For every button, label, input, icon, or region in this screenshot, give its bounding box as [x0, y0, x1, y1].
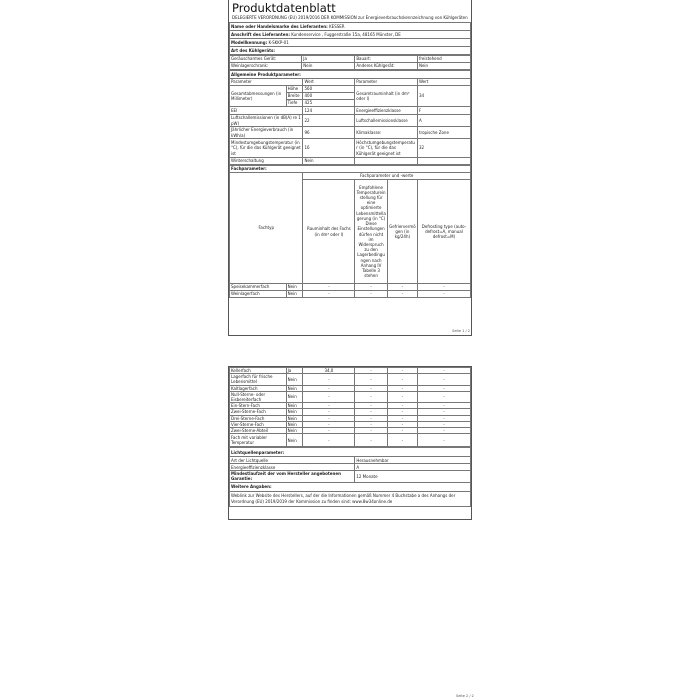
datasheet-page-2 — [228, 366, 472, 520]
dimensions-label: Gesamtabmessungen (in Millimeter) — [230, 86, 287, 107]
general-heading: Allgemeine Produktparameter: — [230, 71, 471, 79]
compartment-row: Vier-Sterne-Fach Nein - - - - — [230, 421, 471, 427]
dimension-row: Gesamtabmessungen (in Millimeter) Höhe 560 Gesamtrauminhalt (in dm³ oder l) 34 — [230, 86, 471, 93]
compartment-row: Zwei-Sterne-Abteil Nein - - - - — [230, 428, 471, 434]
compartment-row: Zwei-Sterne-Fach Nein - - - - — [230, 409, 471, 415]
supplier-brand-row: Name oder Handelsmarke des Lieferanten: KESSER — [230, 23, 471, 31]
compartment-table — [229, 165, 471, 298]
type-table — [229, 55, 471, 70]
compartment-row: Speisekammerfach Nein - - - - — [230, 284, 471, 291]
dimension-row: Tiefe 425 — [230, 100, 471, 107]
general-row: Mindestumgebungstemperatur (in °C), für die das Kühlgerät geeignet ist 16 Höchstumgebungstemperatur (in °C), für die das Kühlgerät geeignet ist 32 — [230, 139, 471, 158]
light-row: Energieeffizienzklasse A — [230, 464, 471, 471]
temperature-header: Empfohlene Temperatureinstellung für eine optimierte Lebensmittellagerung (in °C) Diese Einstellungen dürfen nicht im Widerspruch zu den Lagerbedingungen nach Anhang IV Tabelle 3 stehen — [355, 180, 388, 284]
compartment-row: Ein-Stern-Fach Nein - - - - — [230, 403, 471, 409]
supplier-table — [229, 22, 471, 55]
freezing-header: Gefriervermögen (in kg/24h) — [387, 180, 417, 284]
compartment-row: Kellerfach Ja 34,0 - - - — [230, 368, 471, 374]
defrost-header: Defrosting type (auto-defrost=A, manual defrost=M) — [417, 180, 470, 284]
light-table — [229, 447, 471, 506]
dimension-row: Breite 400 — [230, 93, 471, 100]
type-row: Weinlagerschrank: Nein Anderes Kühlgerät: Nein — [230, 63, 471, 70]
light-heading: Lichtquellenparameter: — [230, 448, 471, 457]
compartment-row: Weinlagerfach Nein - - - - — [230, 291, 471, 298]
model-row: Modellkennung: K-SKKP-01 — [230, 39, 471, 47]
general-row: Jährlicher Energieverbrauch (in kWh/a) 96 Klimaklasse: tropische Zone — [230, 127, 471, 139]
type-heading: Art des Kühlgeräts: — [230, 47, 471, 55]
compartment-row: Lagerfach für frische Lebensmittel Nein - - - - — [230, 374, 471, 385]
general-row: EEI 124 Energieeffizienzklasse F — [230, 107, 471, 115]
page-number: Seite 2 / 2 — [456, 694, 474, 698]
compartment-params-header: Fachparameter und -werte — [303, 173, 471, 180]
regulation-text: DELEGIERTE VERORDNUNG (EU) 2019/2016 DER KOMMISSION zur Energieverbrauchskennzeichnung von Kühlgeräten — [232, 15, 468, 20]
winter-row: Winterschaltung Nein — [230, 158, 471, 165]
compartment-row: Fach mit variabler Temperatur Nein - - - - — [230, 434, 471, 447]
datasheet-page-1 — [228, 0, 472, 336]
warranty-row: Mindestlaufzeit der vom Hersteller angebotenen Garantie: 12 Monate — [230, 471, 471, 482]
further-text: Weblink zur Website des Herstellers, auf der die Informationen gemäß Nummer 4 Buchstabe a des Anhangs der Verordnung (EU) 2019/2019 der Kommission zu finden sind: www.8w34online.de — [230, 491, 471, 506]
supplier-address-row: Anschrift des Lieferanten: Kundenservice , Fuggerstraße 15a, 48165 Münster, DE — [230, 31, 471, 39]
compartment-table-continued — [229, 367, 471, 447]
page-number: Seite 1 / 2 — [452, 329, 470, 333]
volume-header: Rauminhalt des Fachs (in dm³ oder l) — [303, 180, 355, 284]
volume-value: 34 — [417, 86, 470, 107]
general-table — [229, 70, 471, 165]
page-title: Produktdatenblatt — [232, 1, 336, 15]
param-header-row: Parameter Wert Parameter Wert — [230, 79, 471, 86]
type-row: Geräuscharmes Gerät: Ja Bauart: freistehend — [230, 56, 471, 63]
general-row: Luftschallemissionen (in dB(A) re 1 pW) 22 Luftschallemissionsklasse A — [230, 115, 471, 127]
compartment-row: Drei-Sterne-Fach Nein - - - - — [230, 415, 471, 421]
volume-label: Gesamtrauminhalt (in dm³ oder l) — [355, 86, 418, 107]
compartment-heading: Fachparameter: — [230, 166, 471, 173]
fachtyp-header: Fachtyp — [230, 173, 303, 284]
further-heading: Weitere Angaben: — [230, 482, 471, 491]
light-row: Art der Lichtquelle Herausnehmbar — [230, 457, 471, 464]
compartment-row: Null-Sterne- oder Eisbereiterfach Nein - - - - — [230, 391, 471, 402]
compartment-row: Kaltlagerfach Nein - - - - — [230, 385, 471, 391]
